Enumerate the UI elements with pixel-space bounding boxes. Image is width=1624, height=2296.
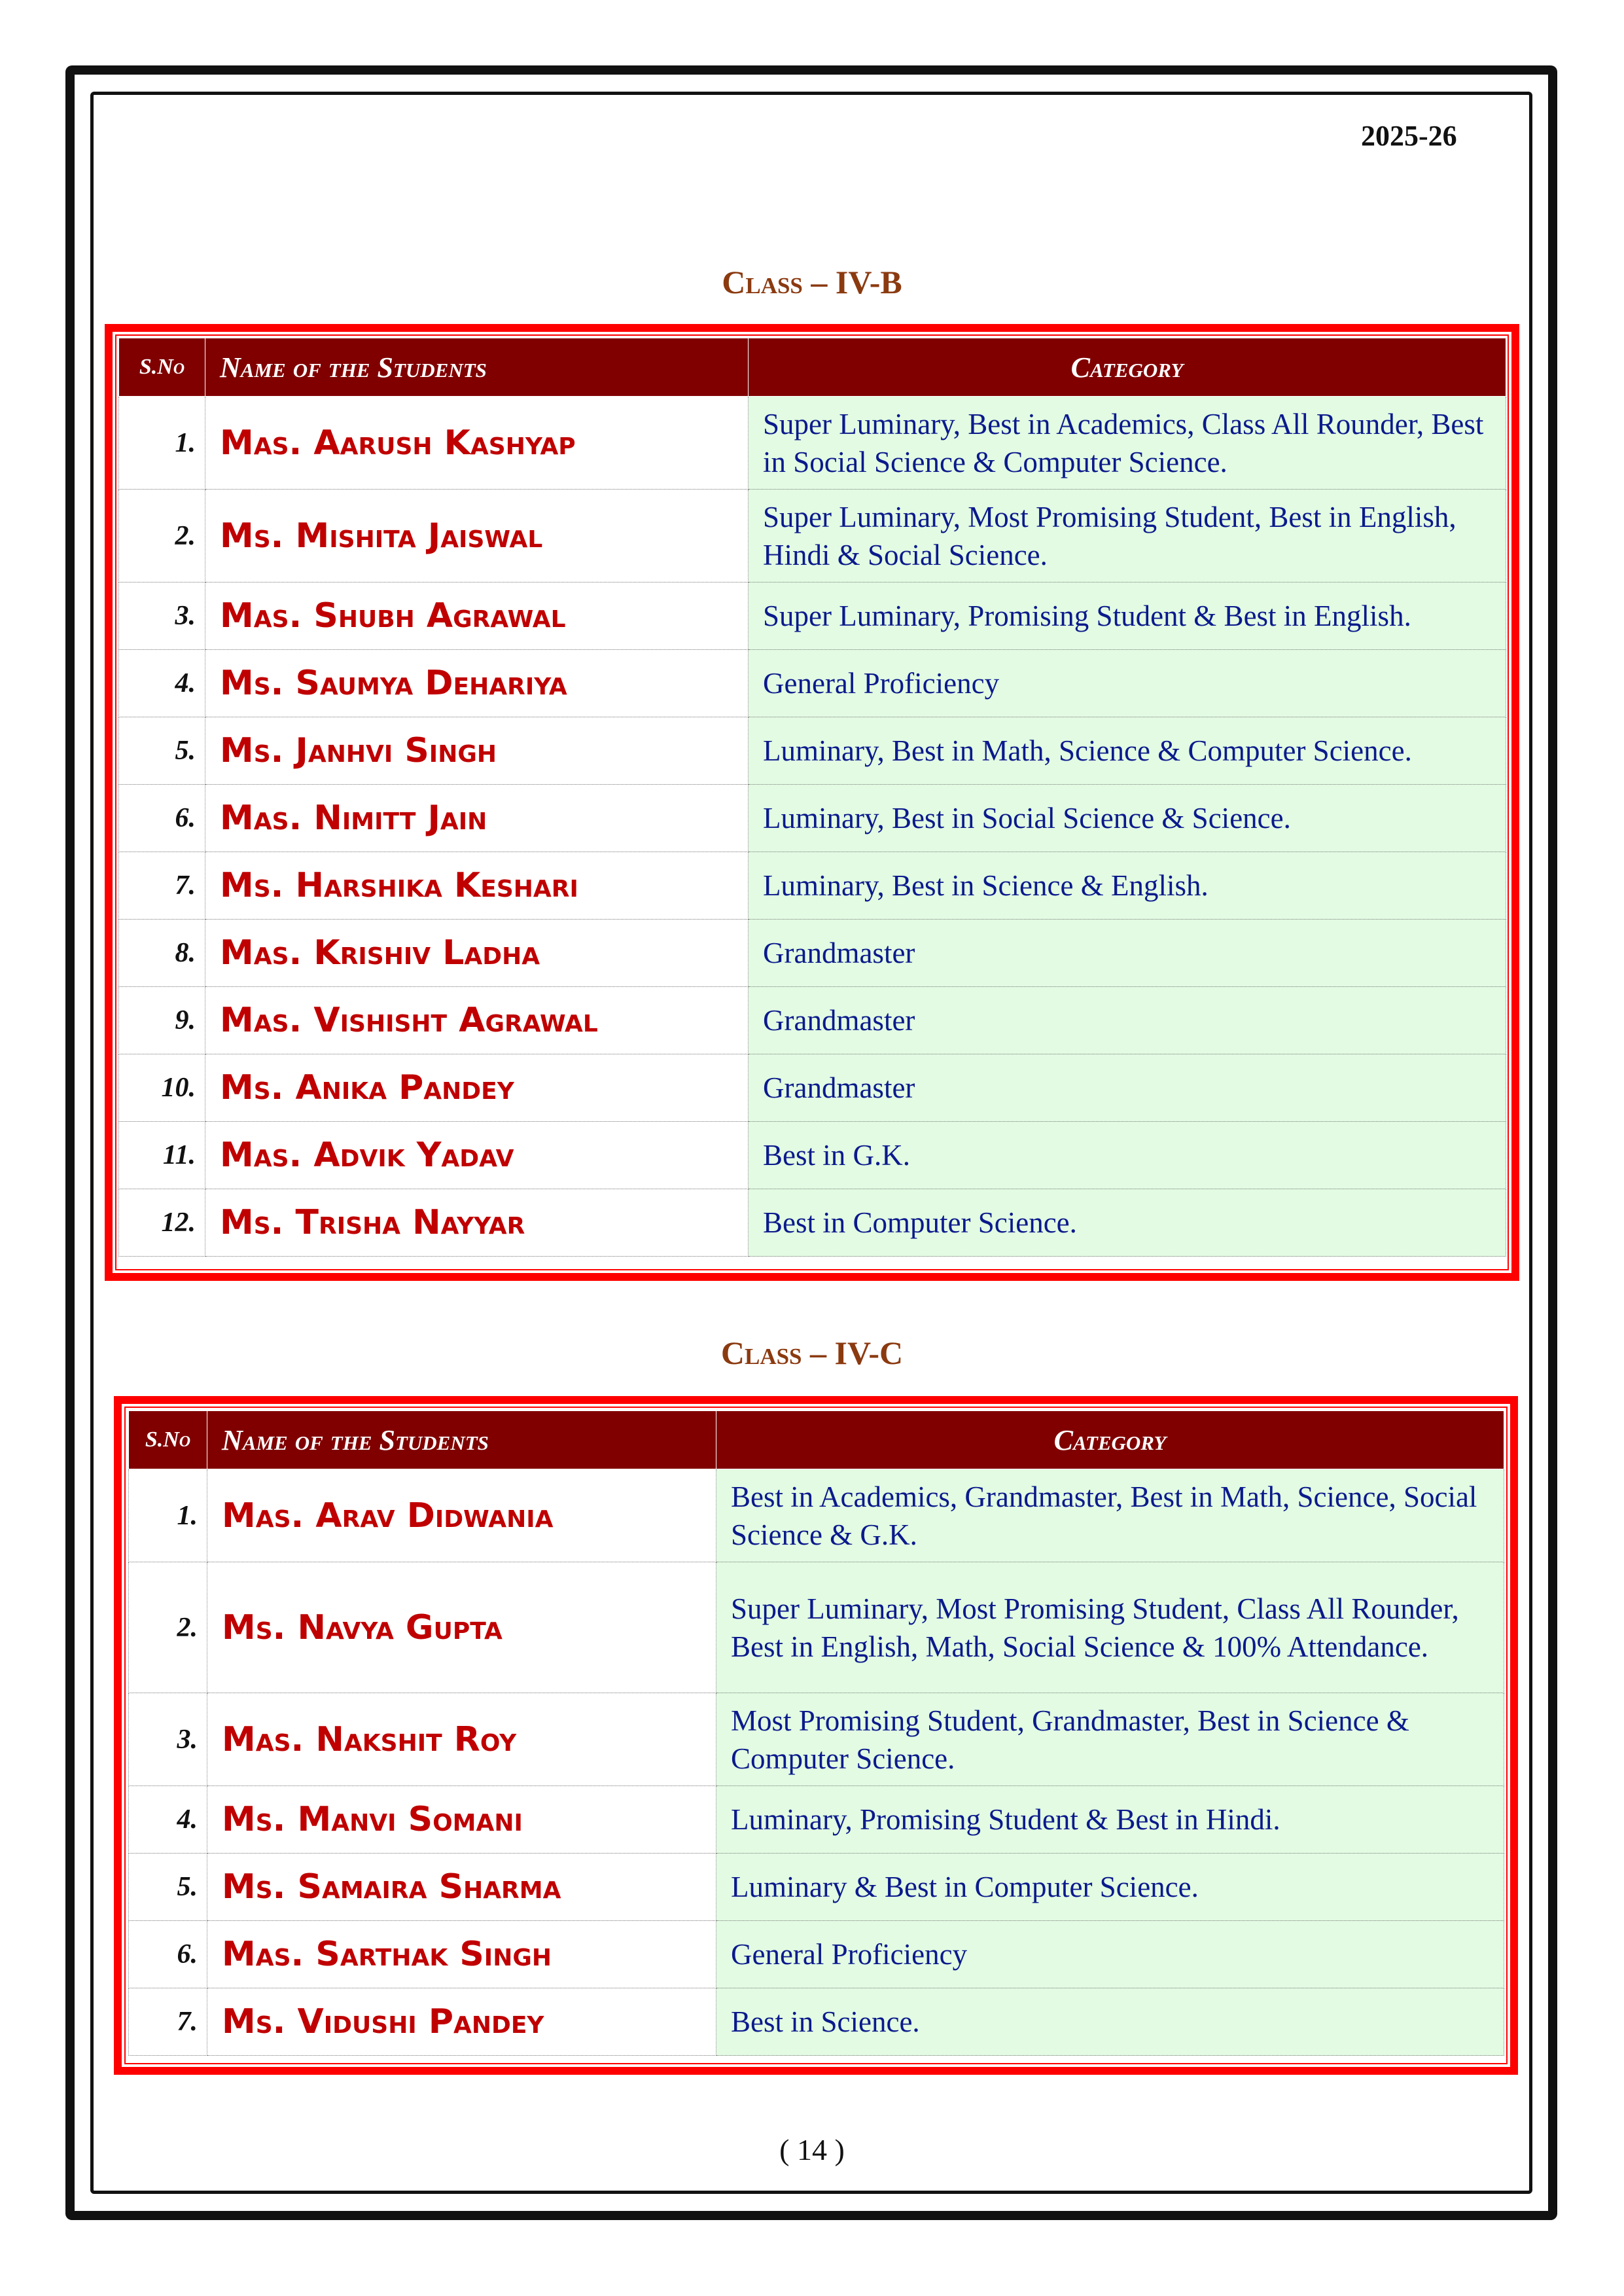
student-category: Super Luminary, Best in Academics, Class All Rounder, Best in Social Science & Computer Science. — [749, 397, 1506, 490]
student-name: Ms. Manvi Somani — [207, 1786, 716, 1854]
student-sno: 6. — [129, 1921, 207, 1988]
table-row — [119, 717, 1506, 785]
table-row — [119, 852, 1506, 920]
header-sno: S.No — [129, 1411, 207, 1469]
student-name: Ms. Anika Pandey — [205, 1054, 749, 1122]
table-row — [129, 1921, 1504, 1988]
table-row — [119, 490, 1506, 583]
student-category: Best in Computer Science. — [749, 1189, 1506, 1257]
table-row — [129, 1693, 1504, 1786]
student-category: Most Promising Student, Grandmaster, Best in Science & Computer Science. — [716, 1693, 1504, 1786]
student-category: Grandmaster — [749, 920, 1506, 987]
student-sno: 1. — [129, 1469, 207, 1562]
table-row — [129, 1786, 1504, 1854]
page-number: ( 14 ) — [779, 2133, 845, 2166]
student-category: Luminary, Promising Student & Best in Hindi. — [716, 1786, 1504, 1854]
student-sno: 1. — [119, 397, 205, 490]
student-category: Luminary & Best in Computer Science. — [716, 1854, 1504, 1921]
academic-year: 2025-26 — [1361, 120, 1457, 152]
student-name: Ms. Janhvi Singh — [205, 717, 749, 785]
student-category: Grandmaster — [749, 1054, 1506, 1122]
student-category: Luminary, Best in Math, Science & Computer Science. — [749, 717, 1506, 785]
student-sno: 9. — [119, 987, 205, 1054]
class-b-title: Class – IV-B — [722, 264, 902, 300]
student-sno: 3. — [129, 1693, 207, 1786]
table-row — [129, 1988, 1504, 2056]
table-header-row — [119, 338, 1506, 397]
header-name: Name of the Students — [207, 1411, 716, 1469]
table-row — [119, 785, 1506, 852]
student-category: Luminary, Best in Social Science & Science. — [749, 785, 1506, 852]
student-sno: 10. — [119, 1054, 205, 1122]
student-category: General Proficiency — [749, 650, 1506, 717]
table-header-row — [129, 1411, 1504, 1469]
student-category: Super Luminary, Most Promising Student, Class All Rounder, Best in English, Math, Social Science & 100% Attendance. — [716, 1562, 1504, 1693]
header-name: Name of the Students — [205, 338, 749, 397]
student-name: Ms. Navya Gupta — [207, 1562, 716, 1693]
student-category: General Proficiency — [716, 1921, 1504, 1988]
student-sno: 4. — [129, 1786, 207, 1854]
student-sno: 6. — [119, 785, 205, 852]
student-sno: 7. — [119, 852, 205, 920]
student-name: Mas. Shubh Agrawal — [205, 583, 749, 650]
student-sno: 3. — [119, 583, 205, 650]
student-name: Ms. Mishita Jaiswal — [205, 490, 749, 583]
table-row — [129, 1854, 1504, 1921]
student-category: Luminary, Best in Science & English. — [749, 852, 1506, 920]
student-name: Mas. Krishiv Ladha — [205, 920, 749, 987]
table-row — [119, 397, 1506, 490]
student-sno: 2. — [119, 490, 205, 583]
header-category: Category — [716, 1411, 1504, 1469]
student-category: Best in Academics, Grandmaster, Best in Math, Science, Social Science & G.K. — [716, 1469, 1504, 1562]
student-name: Ms. Vidushi Pandey — [207, 1988, 716, 2056]
header-category: Category — [749, 338, 1506, 397]
table-row — [119, 987, 1506, 1054]
table-row — [119, 583, 1506, 650]
student-sno: 5. — [129, 1854, 207, 1921]
student-name: Mas. Arav Didwania — [207, 1469, 716, 1562]
student-sno: 12. — [119, 1189, 205, 1257]
student-category: Super Luminary, Most Promising Student, Best in English, Hindi & Social Science. — [749, 490, 1506, 583]
student-name: Mas. Nimitt Jain — [205, 785, 749, 852]
table-row — [119, 650, 1506, 717]
student-category: Best in Science. — [716, 1988, 1504, 2056]
student-name: Ms. Harshika Keshari — [205, 852, 749, 920]
student-name: Mas. Advik Yadav — [205, 1122, 749, 1189]
student-name: Mas. Vishisht Agrawal — [205, 987, 749, 1054]
student-sno: 2. — [129, 1562, 207, 1693]
class-c-title: Class – IV-C — [720, 1335, 904, 1371]
table-row — [119, 1122, 1506, 1189]
student-name: Ms. Samaira Sharma — [207, 1854, 716, 1921]
student-name: Mas. Sarthak Singh — [207, 1921, 716, 1988]
class-b-table — [118, 338, 1506, 1257]
student-name: Mas. Nakshit Roy — [207, 1693, 716, 1786]
table-row — [119, 920, 1506, 987]
student-category: Grandmaster — [749, 987, 1506, 1054]
student-category: Best in G.K. — [749, 1122, 1506, 1189]
table-row — [119, 1189, 1506, 1257]
student-sno: 8. — [119, 920, 205, 987]
student-sno: 7. — [129, 1988, 207, 2056]
class-c-table — [128, 1410, 1504, 2056]
student-sno: 11. — [119, 1122, 205, 1189]
student-name: Ms. Saumya Dehariya — [205, 650, 749, 717]
table-row — [129, 1562, 1504, 1693]
student-name: Mas. Aarush Kashyap — [205, 397, 749, 490]
student-sno: 5. — [119, 717, 205, 785]
header-sno: S.No — [119, 338, 205, 397]
table-row — [129, 1469, 1504, 1562]
student-name: Ms. Trisha Nayyar — [205, 1189, 749, 1257]
table-row — [119, 1054, 1506, 1122]
student-category: Super Luminary, Promising Student & Best in English. — [749, 583, 1506, 650]
student-sno: 4. — [119, 650, 205, 717]
